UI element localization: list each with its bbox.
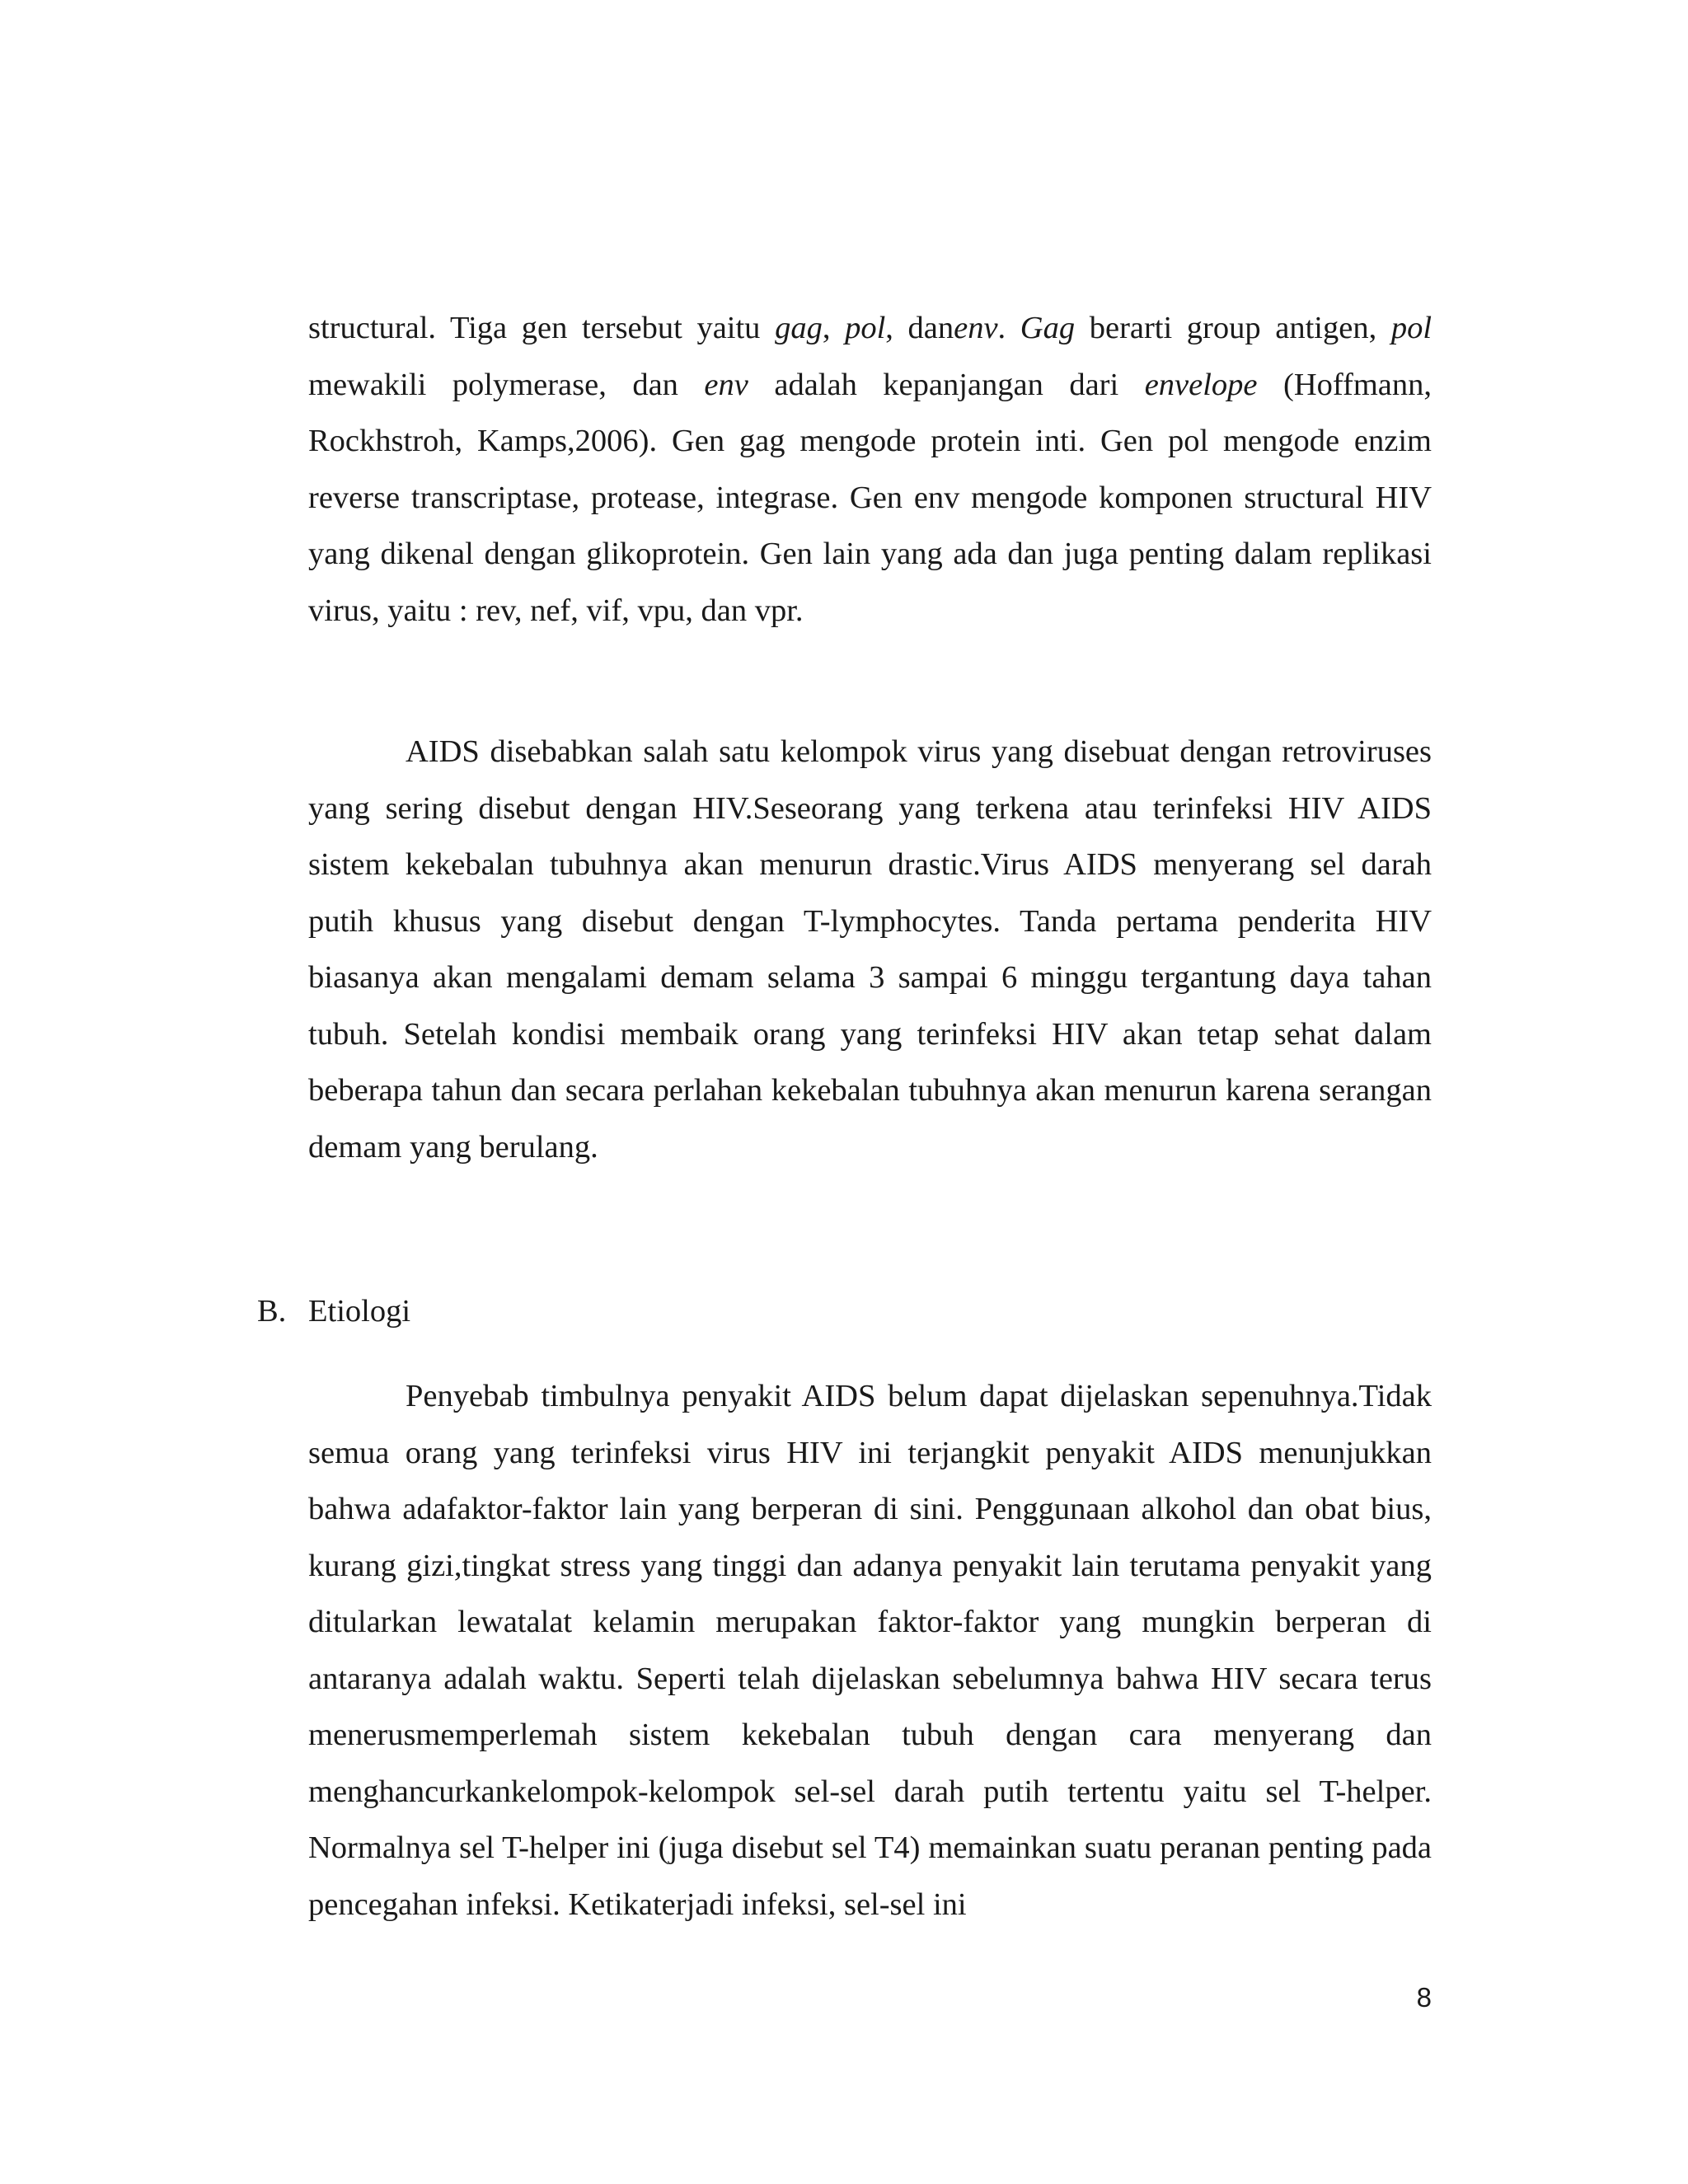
paragraph-aids-cause: AIDS disebabkan salah satu kelompok virus yang disebuat dengan retroviruses yang sering disebut dengan HIV.Seseorang yang terkena atau terinfeksi HIV AIDS sistem kekebalan tubuhnya akan menurun drastic.Virus AIDS menyerang sel darah putih khusus yang disebut dengan T-lymphocytes. Tanda pertama penderita HIV biasanya akan mengalami demam selama 3 sampai 6 minggu tergantung daya tahan tubuh. Setelah kondisi membaik orang yang terinfeksi HIV akan tetap sehat dalam beberapa tahun dan secara perlahan kekebalan tubuhnya akan menurun karena serangan demam yang berulang.	[308, 734, 1432, 1165]
italic-term: pol	[845, 311, 886, 345]
section-title: Etiologi	[308, 1294, 411, 1329]
italic-term: env	[954, 311, 998, 345]
italic-term: envelope	[1144, 367, 1258, 402]
italic-term: gag	[775, 311, 823, 345]
section-number: B.	[257, 1294, 287, 1329]
italic-term: pol	[1390, 311, 1432, 345]
italic-term: Gag	[1020, 311, 1076, 345]
paragraph-etiologi: Penyebab timbulnya penyakit AIDS belum dapat dijelaskan sepenuhnya.Tidak semua orang yang terinfeksi virus HIV ini terjangkit penyakit AIDS menunjukkan bahwa adafaktor-faktor lain yang berperan di sini. Penggunaan alkohol dan obat bius, kurang gizi,tingkat stress yang tinggi dan adanya penyakit lain terutama penyakit yang ditularkan lewatalat kelamin merupakan faktor-faktor yang mungkin berperan di antaranya adalah waktu. Seperti telah dijelaskan sebelumnya bahwa HIV secara terus menerusmemperlemah sistem kekebalan tubuh dengan cara menyerang dan menghancurkankelompok-kelompok sel-sel darah putih tertentu yaitu sel T-helper. Normalnya sel T-helper ini (juga disebut sel T4) memainkan suatu peranan penting pada pencegahan infeksi. Ketikaterjadi infeksi, sel-sel ini	[308, 1379, 1432, 1922]
page-number: 8	[1416, 1982, 1432, 2013]
italic-term: env	[704, 367, 748, 402]
paragraph-gene-structure: structural. Tiga gen tersebut yaitu gag, pol, danenv. Gag berarti group antigen, pol mewakili polymerase, dan env adalah kepanjangan dari envelope (Hoffmann, Rockhstroh, Kamps,2006). Gen gag mengode protein inti. Gen pol mengode enzim reverse transcriptase, protease, integrase. Gen env mengode komponen structural HIV yang dikenal dengan glikoprotein. Gen lain yang ada dan juga penting dalam replikasi virus, yaitu : rev, nef, vif, vpu, dan vpr.	[308, 311, 1432, 628]
section-heading-etiologi	[257, 1283, 410, 1340]
